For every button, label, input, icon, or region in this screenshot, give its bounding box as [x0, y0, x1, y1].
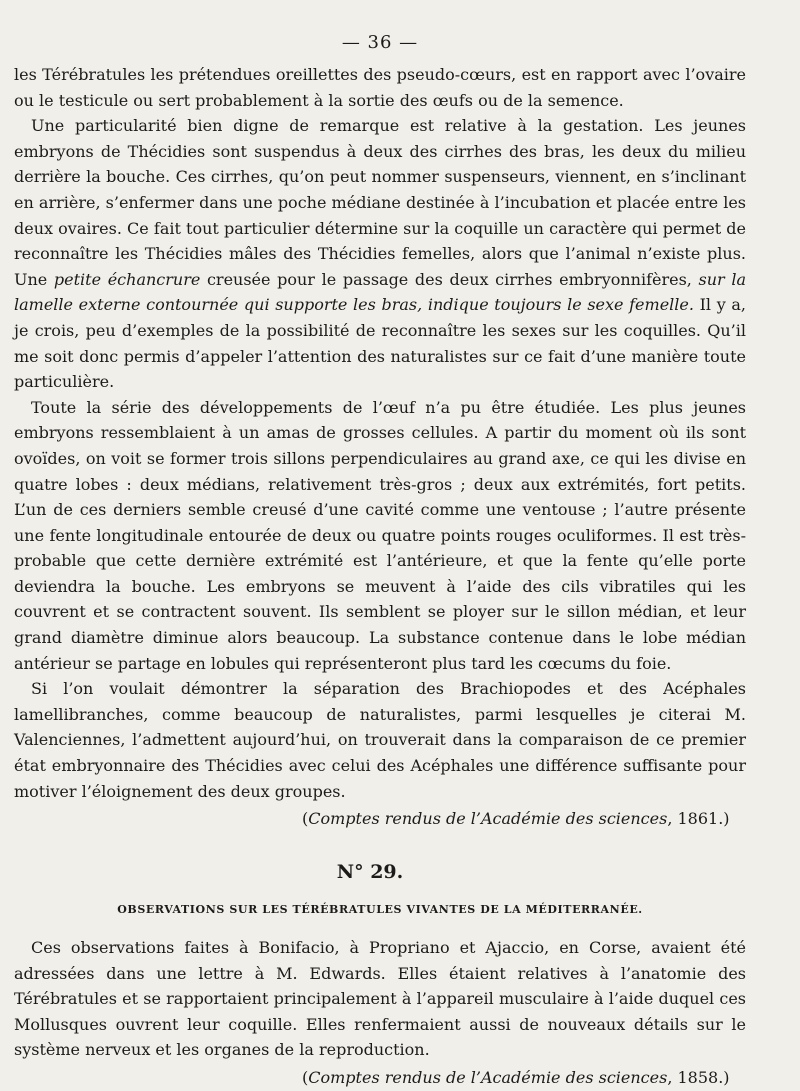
continued-text: les Térébratules les prétendues oreillettes des pseudo-cœurs, est en rapport avec l’ovaire ou le testicule ou sert probablement à la sortie des œufs ou de la semence.	[14, 65, 746, 110]
citation-1861	[14, 806, 746, 832]
development-text: Toute la série des développements de l’œuf n’a pu être étudiée. Les plus jeunes embryons ressemblaient à un amas de grosses cellules. A partir du moment où ils sont ovoïdes, on voit se former trois sillons perpendiculaires au grand axe, ce qui les divise en quatre lobes : deux médians, relativement très-gros ; deux aux extrémités, fort petits. L’un de ces derniers semble creusé d’une cavité comme une ventouse ; l’autre présente une fente longitudinale entourée de deux ou quatre points rouges oculiformes. Il est très-probable que cette dernière extrémité est l’antérieure, et que la fente qu’elle porte deviendra la bouche. Les embryons se meuvent à l’aide des cils vibratiles qui les couvrent et se contractent souvent. Ils semblent se ployer sur le sillon médian, et leur grand diamètre diminue alors beaucoup. La substance contenue dans le lobe médian antérieur se partage en lobules qui représenteront plus tard les cœcums du foie.	[14, 397, 746, 673]
page-body	[14, 62, 746, 1091]
development-paragraph	[14, 395, 746, 677]
page-number: — 36 —	[341, 32, 419, 53]
section-number: N° 29.	[336, 860, 404, 883]
gestation-text-2: creusée pour le passage des deux cirrhes embryonnifères,	[200, 269, 699, 289]
continued-paragraph	[14, 62, 746, 113]
section-title: OBSERVATIONS SUR LES TÉRÉBRATULES VIVANTES DE LA MÉDITERRANÉE.	[117, 903, 643, 917]
gestation-italic-1: petite échancrure	[53, 269, 201, 289]
gestation-italic-2: sur la lamelle externe contournée qui supporte les bras, indique toujours le sexe femelle.	[14, 269, 746, 315]
citation-1858-source: Comptes rendus de l’Académie des sciences	[308, 1067, 668, 1087]
gestation-text-1: Une particularité bien digne de remarque est relative à la gestation. Les jeunes embryons de Thécidies sont suspendus à deux des cirrhes des bras, les deux du milieu derrière la bouche. Ces cirrhes, qu’on peut nommer suspenseurs, viennent, en s’inclinant en arrière, s’enfermer dans une poche médiane destinée à l’incubation et placée entre les deux ovaires. Ce fait tout particulier détermine sur la coquille un caractère qui permet de reconnaître les Thécidies mâles des Thécidies femelles, alors que l’animal n’existe plus. Une	[14, 116, 746, 289]
gestation-paragraph	[14, 113, 746, 395]
separation-paragraph	[14, 676, 746, 804]
separation-text: Si l’on voulait démontrer la séparation des Brachiopodes et des Acéphales lamellibranches, comme beaucoup de naturalistes, parmi lesquelles je citerai M. Valenciennes, l’admettent aujourd’hui, on trouverait dans la comparaison de ce premier état embryonnaire des Thécidies avec celui des Acéphales une différence suffisante pour motiver l’éloignement des deux groupes.	[14, 679, 746, 801]
citation-1858-year: , 1858.)	[667, 1067, 730, 1087]
section-29-paragraph	[14, 935, 746, 1063]
citation-1858	[14, 1065, 746, 1091]
gestation-text-3: Il y a, je crois, peu d’exemples de la possibilité de reconnaître les sexes sur les coquilles. Qu’il me soit donc permis d’appeler l’attention des naturalistes sur ce fait d’une manière toute particulière.	[14, 295, 747, 392]
citation-1861-source: Comptes rendus de l’Académie des sciences	[308, 809, 668, 829]
citation-1861-open: (	[302, 809, 309, 829]
citation-1858-open: (	[302, 1067, 309, 1087]
section-29-text: Ces observations faites à Bonifacio, à Propriano et Ajaccio, en Corse, avaient été adressées dans une lettre à M. Edwards. Elles étaient relatives à l’anatomie des Térébratules et se rapportaient principalement à l’appareil musculaire à l’aide duquel ces Mollusques ouvrent leur coquille. Elles renfermaient aussi de nouveaux détails sur le système nerveux et les organes de la reproduction.	[14, 938, 746, 1060]
citation-1861-year: , 1861.)	[667, 809, 730, 829]
